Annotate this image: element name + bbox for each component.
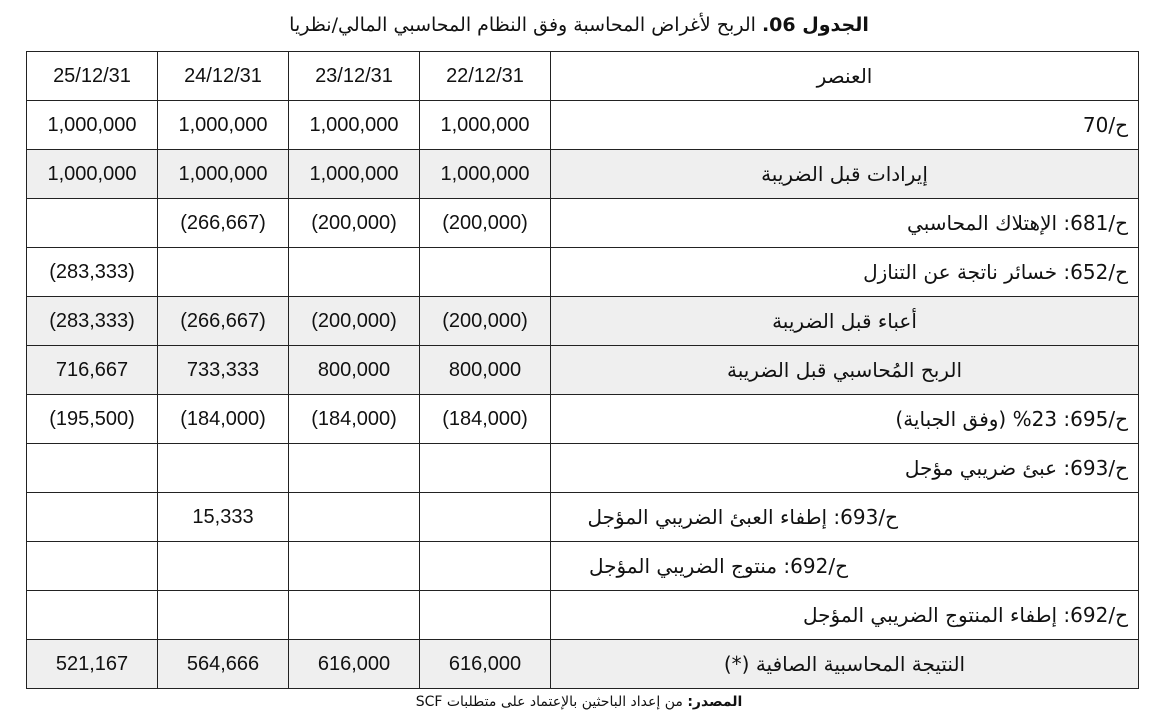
row-value [158, 444, 289, 493]
table-row [27, 444, 1139, 493]
row-value [27, 199, 158, 248]
row-value [289, 493, 420, 542]
row-label: ح/692: إطفاء المنتوج الضريبي المؤجل [551, 591, 1139, 640]
row-label: ح/695: 23% (وفق الجباية) [551, 395, 1139, 444]
row-label: ح/693: إطفاء العبئ الضريبي المؤجل [551, 493, 1139, 542]
source-label: المصدر: [687, 694, 743, 710]
table-row [27, 395, 1139, 444]
header-row [27, 52, 1139, 101]
row-value [289, 542, 420, 591]
row-value: 1,000,000 [420, 150, 551, 199]
row-value [158, 542, 289, 591]
row-value: 800,000 [289, 346, 420, 395]
row-value [27, 591, 158, 640]
source-text: من إعداد الباحثين بالإعتماد على متطلبات SCF [415, 694, 683, 710]
row-value: (184,000) [289, 395, 420, 444]
row-value: (283,333) [27, 297, 158, 346]
table-row [27, 297, 1139, 346]
row-value [27, 542, 158, 591]
row-label: ح/652: خسائر ناتجة عن التنازل [551, 248, 1139, 297]
row-value [289, 248, 420, 297]
row-value [420, 591, 551, 640]
row-value: (200,000) [420, 297, 551, 346]
row-value [27, 493, 158, 542]
row-value [158, 591, 289, 640]
row-label: ح/692: منتوج الضريبي المؤجل [551, 542, 1139, 591]
row-value [420, 542, 551, 591]
table-title-text: الربح لأغراض المحاسبة وفق النظام المحاسبي المالي/نظريا [289, 14, 756, 36]
row-value: 800,000 [420, 346, 551, 395]
table-title [0, 8, 1158, 42]
row-value [158, 248, 289, 297]
row-value [420, 444, 551, 493]
table-row [27, 346, 1139, 395]
header-year: 23/12/31 [289, 52, 420, 101]
row-value: (266,667) [158, 297, 289, 346]
header-year: 25/12/31 [27, 52, 158, 101]
row-value [420, 493, 551, 542]
row-value [289, 591, 420, 640]
row-value: 1,000,000 [158, 150, 289, 199]
row-value: 716,667 [27, 346, 158, 395]
table-row [27, 640, 1139, 689]
table-title-number: الجدول 06. [761, 14, 869, 36]
row-value: 1,000,000 [27, 150, 158, 199]
row-value [289, 444, 420, 493]
header-item: العنصر [551, 52, 1139, 101]
profit-table [26, 51, 1139, 689]
row-label: الربح المُحاسبي قبل الضريبة [551, 346, 1139, 395]
row-value: 1,000,000 [420, 101, 551, 150]
row-label: ح/70 [551, 101, 1139, 150]
row-value: 616,000 [289, 640, 420, 689]
table-row [27, 248, 1139, 297]
table-row [27, 542, 1139, 591]
row-value: (200,000) [420, 199, 551, 248]
row-label: النتيجة المحاسبية الصافية (*) [551, 640, 1139, 689]
header-year: 22/12/31 [420, 52, 551, 101]
row-value: (184,000) [158, 395, 289, 444]
table-row [27, 591, 1139, 640]
row-value: (266,667) [158, 199, 289, 248]
row-value [27, 444, 158, 493]
row-value: 733,333 [158, 346, 289, 395]
row-label: إيرادات قبل الضريبة [551, 150, 1139, 199]
row-value: (200,000) [289, 297, 420, 346]
row-value: 1,000,000 [27, 101, 158, 150]
row-label: ح/693: عبئ ضريبي مؤجل [551, 444, 1139, 493]
header-year: 24/12/31 [158, 52, 289, 101]
table-row [27, 199, 1139, 248]
row-value: 1,000,000 [158, 101, 289, 150]
row-value: 564,666 [158, 640, 289, 689]
table-row [27, 101, 1139, 150]
row-value: 521,167 [27, 640, 158, 689]
row-value: 1,000,000 [289, 101, 420, 150]
row-value: 15,333 [158, 493, 289, 542]
row-value: (195,500) [27, 395, 158, 444]
table-row [27, 493, 1139, 542]
row-value: 1,000,000 [289, 150, 420, 199]
row-value [420, 248, 551, 297]
table-row [27, 150, 1139, 199]
row-label: ح/681: الإهتلاك المحاسبي [551, 199, 1139, 248]
row-value: 616,000 [420, 640, 551, 689]
source-note [0, 688, 1158, 716]
row-value: (283,333) [27, 248, 158, 297]
row-label: أعباء قبل الضريبة [551, 297, 1139, 346]
row-value: (200,000) [289, 199, 420, 248]
row-value: (184,000) [420, 395, 551, 444]
